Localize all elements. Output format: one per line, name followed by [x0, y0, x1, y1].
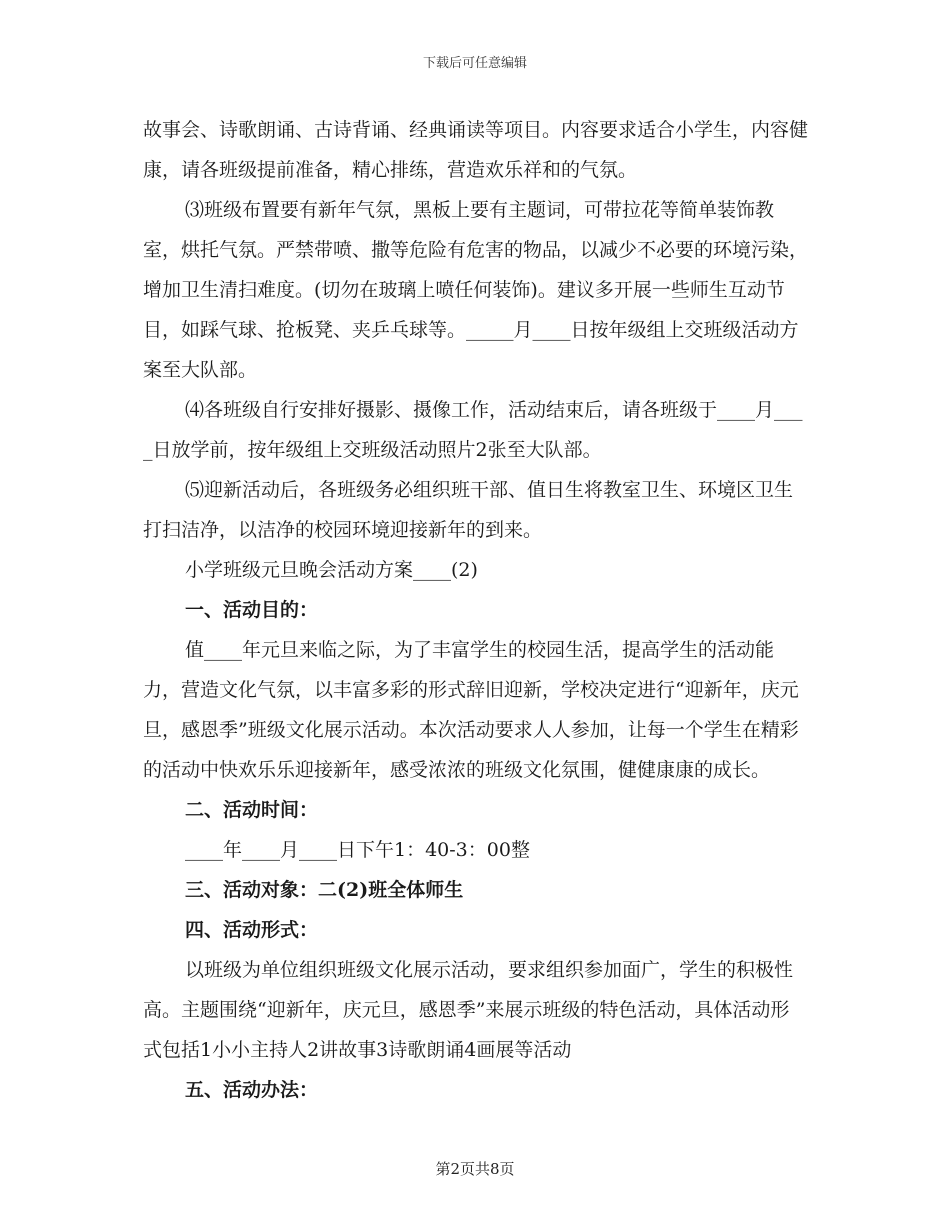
paragraph: ⑸迎新活动后，各班级务必组织班干部、值日生将教室卫生、环境区卫生打扫洁净，以洁净的校园环境迎接新年的到来。: [143, 479, 794, 541]
page-header: 下载后可任意编辑: [422, 56, 527, 71]
section-heading: 五、活动办法：: [185, 1079, 319, 1101]
section-heading: 二、活动时间：: [185, 799, 319, 821]
paragraph: ⑶班级布置要有新年气氛，黑板上要有主题词，可带拉花等简单装饰教室，烘托气氛。严禁带喷、撒等危险有危害的物品，以减少不必要的环境污染，增加卫生清扫难度。(切勿在玻璃上喷任何装饰)。建议多开展一些师生互动节目，如踩气球、抢板凳、夹乒乓球等。_____月____日按年级组上交班级活动方案至大队部。: [143, 199, 809, 381]
paragraph: 值____年元旦来临之际，为了丰富学生的校园生活，提高学生的活动能力，营造文化气氛，以丰富多彩的形式辞旧迎新，学校决定进行“迎新年，庆元旦，感恩季”班级文化展示活动。本次活动要求人人参加，让每一个学生在精彩的活动中快欢乐乐迎接新年，感受浓浓的班级文化氛围，健健康康的成长。: [143, 639, 799, 781]
document-body: [143, 110, 808, 1110]
section-heading: 四、活动形式：: [185, 919, 319, 941]
paragraph: ⑷各班级自行安排好摄影、摄像工作，活动结束后，请各班级于____月____日放学前，按年级组上交班级活动照片2张至大队部。: [143, 399, 803, 461]
section-heading: 一、活动目的：: [185, 599, 319, 621]
section-title: 小学班级元旦晚会活动方案____(2): [185, 559, 478, 581]
page-footer: 第2页共8页: [435, 1160, 515, 1178]
paragraph: 以班级为单位组织班级文化展示活动，要求组织参加面广，学生的积极性高。主题围绕“迎新年，庆元旦，感恩季”来展示班级的特色活动，具体活动形式包括1小小主持人2讲故事3诗歌朗诵4画展等活动: [143, 959, 794, 1061]
paragraph: 故事会、诗歌朗诵、古诗背诵、经典诵读等项目。内容要求适合小学生，内容健康，请各班级提前准备，精心排练，营造欢乐祥和的气氛。: [143, 119, 809, 181]
section-heading: 三、活动对象：二(2)班全体师生: [185, 879, 464, 901]
paragraph: ____年____月____日下午1：40-3：00整: [185, 839, 530, 861]
